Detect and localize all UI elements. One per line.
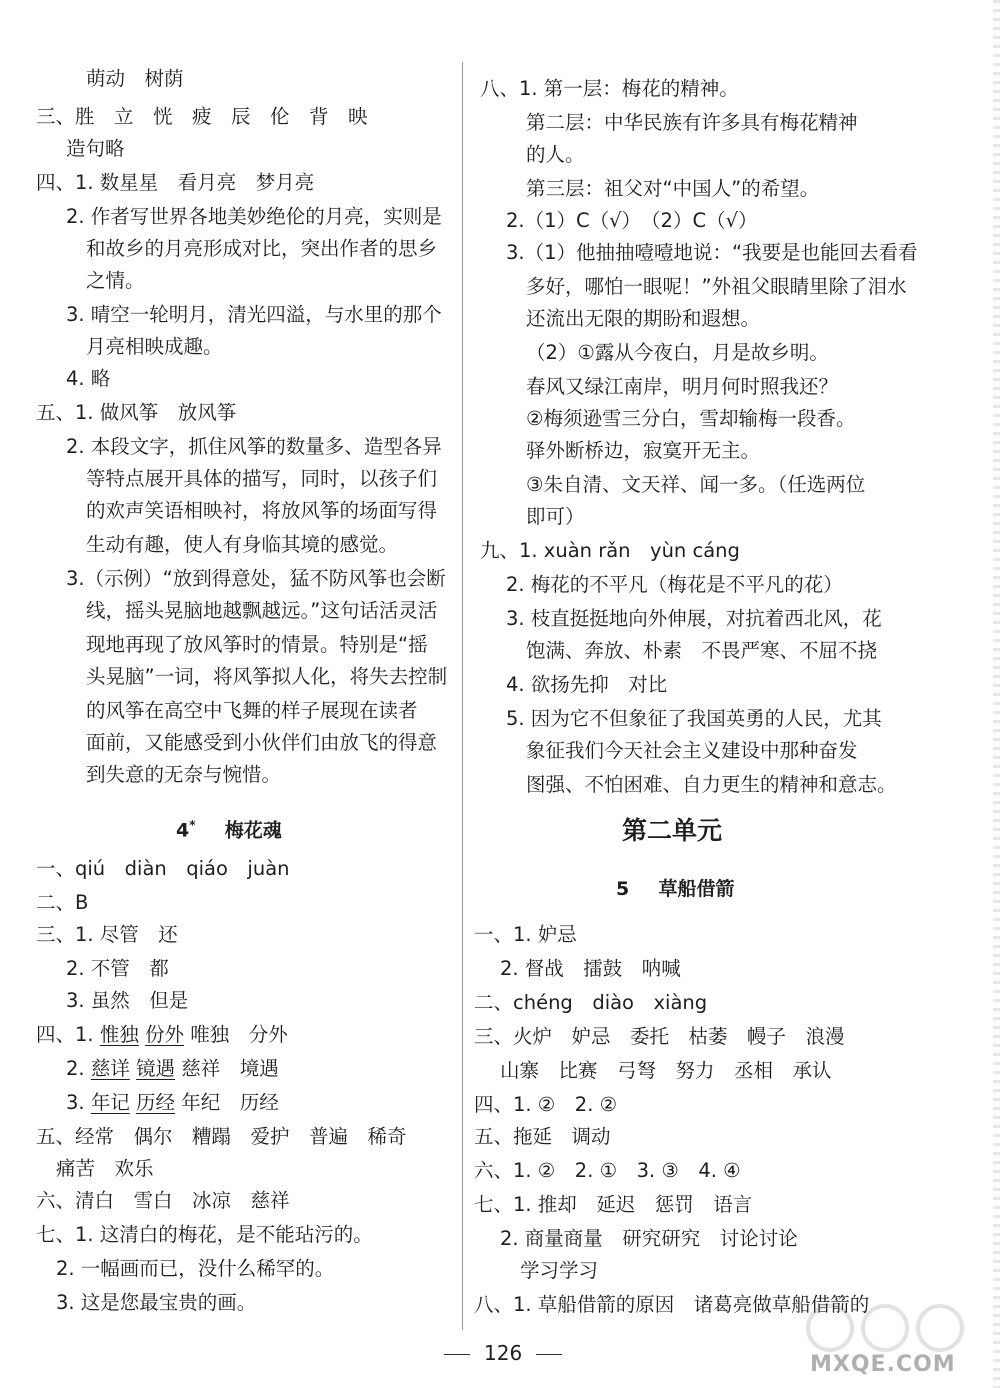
page-number-text: 126 — [484, 1341, 523, 1365]
section-number: 5 — [616, 878, 630, 900]
text-line: 五、经常 偶尔 糟蹋 爱护 普遍 稀奇 — [36, 1125, 407, 1148]
text-line: 五、拖延 调动 — [474, 1125, 611, 1148]
text-line: 四、1. ② 2. ② — [474, 1093, 618, 1116]
text-line: 的欢声笑语相映衬，将放风筝的场面写得 — [86, 499, 438, 522]
text-line: 造句略 — [66, 137, 125, 160]
scan-edge — [993, 0, 1000, 1388]
text-line: 的人。 — [526, 143, 585, 166]
text-line: 一、1. 妒忌 — [474, 923, 577, 946]
section-heading — [616, 876, 735, 902]
text-line: 即可） — [526, 505, 585, 528]
text-line: 二、B — [36, 891, 89, 914]
column-divider — [462, 62, 463, 1330]
text-line: 2. 不管 都 — [66, 957, 169, 980]
text-line: （2）①露从今夜白，月是故乡明。 — [526, 341, 829, 364]
text-line: 一、qiú diàn qiáo juàn — [36, 857, 290, 880]
corrected-words: 年纪 历经 — [181, 1091, 279, 1114]
corrected-words: 慈祥 境遇 — [181, 1057, 279, 1080]
text-line — [66, 1090, 279, 1116]
text-line: 4. 略 — [66, 367, 111, 390]
text-line: 等特点展开具体的描写，同时，以孩子们 — [86, 467, 438, 490]
section-title: 梅花魂 — [224, 819, 282, 842]
section-number: 4 — [176, 819, 190, 842]
text-line: 痛苦 欢乐 — [56, 1157, 154, 1180]
text-line: 2. 作者写世界各地美妙绝伦的月亮，实则是 — [66, 205, 442, 228]
text-line: 到失意的无奈与惋惜。 — [86, 763, 282, 786]
watermark-text: MXQE.COM — [810, 1352, 956, 1377]
text-line: 六、清白 雪白 冰凉 慈祥 — [36, 1189, 290, 1212]
text-line: ②梅须逊雪三分白，雪却输梅一段香。 — [526, 407, 856, 430]
text-line: 2. 督战 擂鼓 呐喊 — [500, 957, 681, 980]
text-line: 象征我们今天社会主义建设中那种奋发 — [526, 739, 858, 762]
section-title: 草船借箭 — [658, 878, 735, 900]
page-number — [430, 1340, 576, 1366]
text-line: 图强、不怕困难、自力更生的精神和意志。 — [526, 773, 897, 796]
text-line: 三、1. 尽管 还 — [36, 923, 178, 946]
text-line: 3.（1）他抽抽噎噎地说：“我要是也能回去看看 — [506, 241, 918, 264]
text-line: 线，摇头晃脑地越飘越远。”这句话活灵活 — [86, 599, 438, 622]
text-line: 之情。 — [86, 269, 145, 292]
text-line: 3. 晴空一轮明月，清光四溢，与水里的那个 — [66, 303, 442, 326]
text-line: 还流出无限的期盼和遐想。 — [526, 307, 761, 330]
text-line: 的风筝在高空中飞舞的样子展现在读者 — [86, 699, 418, 722]
text-line: 七、1. 这清白的梅花，是不能玷污的。 — [36, 1223, 373, 1246]
text-line: 2. 一幅画而已，没什么稀罕的。 — [56, 1257, 335, 1280]
text-line: 多好，哪怕一眼呢！”外祖父眼睛里除了泪水 — [526, 275, 907, 298]
text-line: 2. 本段文字，抓住风筝的数量多、造型各异 — [66, 435, 442, 458]
text-line: 四、1. 数星星 看月亮 梦月亮 — [36, 171, 315, 194]
text-line: 六、1. ② 2. ① 3. ③ 4. ④ — [474, 1159, 741, 1182]
text-line: 生动有趣，使人有身临其境的感觉。 — [86, 533, 399, 556]
text-line: 2. 商量商量 研究研究 讨论讨论 — [500, 1227, 798, 1250]
text-line: 3. 这是您最宝贵的画。 — [56, 1291, 257, 1314]
text-line: 和故乡的月亮形成对比，突出作者的思乡 — [86, 237, 438, 260]
text-line: 学习学习 — [520, 1259, 599, 1282]
text-line: 第二层：中华民族有许多具有梅花精神 — [526, 111, 858, 134]
wrong-word: 镜遇 — [136, 1057, 176, 1080]
text-line: 第三层：祖父对“中国人”的希望。 — [526, 177, 820, 200]
text-line: ③朱自清、文天祥、闻一多。（任选两位 — [526, 473, 866, 496]
text-line: 2. 梅花的不平凡（梅花是不平凡的花） — [506, 573, 843, 596]
wrong-word: 惟独 — [99, 1023, 139, 1046]
text-line: 七、1. 推却 延迟 惩罚 语言 — [474, 1193, 753, 1216]
text-line: 五、1. 做风筝 放风筝 — [36, 401, 237, 424]
text-line: 八、1. 第一层：梅花的精神。 — [480, 77, 739, 100]
text-line — [36, 1022, 288, 1048]
text-line: 山寨 比赛 弓弩 努力 丞相 承认 — [500, 1059, 832, 1082]
item-label: 2. — [66, 1057, 85, 1080]
text-line: 三、火炉 妒忌 委托 枯萎 幔子 浪漫 — [474, 1025, 845, 1048]
text-line: 萌动 树荫 — [86, 67, 184, 90]
item-label: 四、1. — [36, 1023, 94, 1046]
unit-title: 第二单元 — [622, 816, 723, 845]
text-line: 4. 欲扬先抑 对比 — [506, 673, 668, 696]
item-label: 3. — [66, 1091, 85, 1114]
wrong-word: 慈详 — [90, 1057, 130, 1080]
text-line: 驿外断桥边，寂寞开无主。 — [526, 439, 761, 462]
text-line: 3. 枝直挺挺地向外伸展，对抗着西北风，花 — [506, 607, 882, 630]
wrong-word: 份外 — [145, 1023, 185, 1046]
text-line: 3. 虽然 但是 — [66, 989, 189, 1012]
text-line: 九、1. xuàn rǎn yùn cáng — [480, 539, 740, 562]
section-asterisk: * — [189, 818, 196, 832]
text-line: 5. 因为它不但象征了我国英勇的人民，尤其 — [506, 707, 882, 730]
corrected-words: 唯独 分外 — [190, 1023, 288, 1046]
wrong-word: 历经 — [136, 1091, 176, 1114]
text-line: 3.（示例）“放到得意处，猛不防风筝也会断 — [66, 567, 446, 590]
text-line — [66, 1056, 279, 1082]
text-line: 面前，又能感受到小伙伴们由放飞的得意 — [86, 731, 438, 754]
text-line: 头晃脑”一词，将风筝拟人化，将失去控制 — [86, 665, 448, 688]
text-line: 饱满、奔放、朴素 不畏严寒、不屈不挠 — [526, 639, 878, 662]
text-line: 2.（1）C（√） （2）C（√） — [506, 209, 758, 232]
text-line: 现地再现了放风筝时的情景。特别是“摇 — [86, 633, 428, 656]
dash-right — [536, 1354, 562, 1355]
text-line: 二、chéng diào xiàng — [474, 991, 708, 1014]
section-heading — [176, 812, 282, 843]
text-line: 三、胜 立 恍 疲 辰 伦 背 映 — [36, 105, 368, 128]
wrong-word: 年记 — [90, 1091, 130, 1114]
text-line: 春风又绿江南岸，明月何时照我还？ — [526, 375, 839, 398]
text-line: 月亮相映成趣。 — [86, 335, 223, 358]
text-line: 八、1. 草船借箭的原因 诸葛亮做草船借箭的 — [474, 1293, 870, 1316]
dash-left — [444, 1354, 470, 1355]
